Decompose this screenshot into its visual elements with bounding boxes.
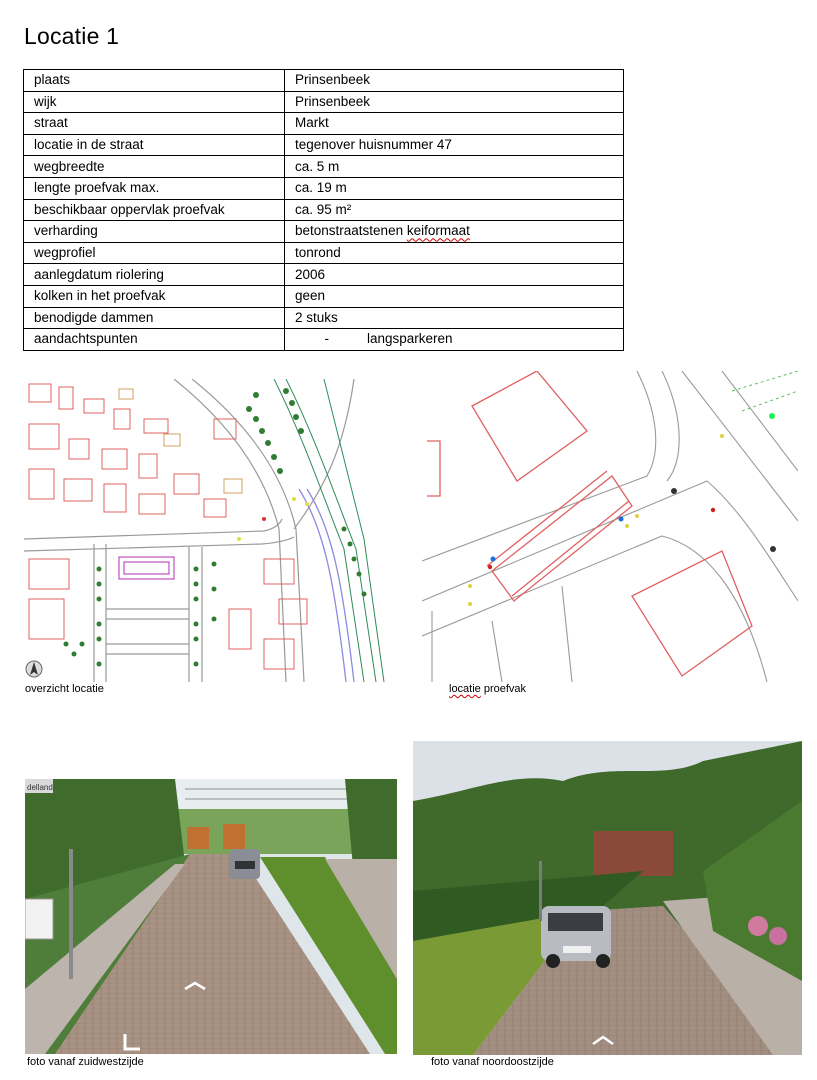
overview-map-drawing [24, 379, 394, 682]
caption-detail-word: locatie [449, 683, 481, 695]
caption-detail [449, 683, 526, 695]
row-value: Prinsenbeek [285, 70, 624, 92]
detail-map-drawing [422, 371, 798, 682]
row-value: 2006 [285, 264, 624, 286]
row-value [285, 221, 624, 243]
table-row [24, 70, 624, 92]
row-value-part: langsparkeren [367, 331, 453, 347]
table-row [24, 307, 624, 329]
caption-detail-rest: proefvak [480, 683, 527, 695]
photo-southwest-image [25, 779, 397, 1054]
photo-northeast [413, 741, 802, 1055]
table-row [24, 242, 624, 264]
row-key: lengte proefvak max. [24, 177, 285, 199]
row-key: beschikbaar oppervlak proefvak [24, 199, 285, 221]
row-key: locatie in de straat [24, 134, 285, 156]
table-row [24, 134, 624, 156]
row-key: wegprofiel [24, 242, 285, 264]
spellcheck-word: keiformaat [406, 223, 470, 239]
photo-southwest [25, 779, 397, 1054]
caption-overview: overzicht locatie [25, 683, 104, 695]
row-key: kolken in het proefvak [24, 285, 285, 307]
table-row [24, 329, 624, 351]
table-row [24, 264, 624, 286]
row-key: benodigde dammen [24, 307, 285, 329]
row-key: verharding [24, 221, 285, 243]
row-value: Prinsenbeek [285, 91, 624, 113]
caption-photo-northeast: foto vanaf noordoostzijde [431, 1056, 554, 1068]
row-value: ca. 5 m [285, 156, 624, 178]
bullet-dash: - [324, 331, 329, 347]
row-value: ca. 95 m² [285, 199, 624, 221]
table-row [24, 221, 624, 243]
detail-map [422, 371, 798, 682]
table-row [24, 156, 624, 178]
row-key: aandachtspunten [24, 329, 285, 351]
row-key: straat [24, 113, 285, 135]
caption-photo-southwest: foto vanaf zuidwestzijde [27, 1056, 144, 1068]
page-title: Locatie 1 [24, 23, 120, 50]
row-key: wegbreedte [24, 156, 285, 178]
photo-northeast-image [413, 741, 802, 1055]
table-row [24, 199, 624, 221]
row-key: plaats [24, 70, 285, 92]
row-value [285, 329, 624, 351]
row-value-part: betonstraatstenen [295, 223, 407, 239]
row-key: aanlegdatum riolering [24, 264, 285, 286]
row-value: ca. 19 m [285, 177, 624, 199]
row-key: wijk [24, 91, 285, 113]
table-row [24, 113, 624, 135]
row-value: tegenover huisnummer 47 [285, 134, 624, 156]
table-row [24, 177, 624, 199]
table-row [24, 91, 624, 113]
row-value: 2 stuks [285, 307, 624, 329]
row-value: Markt [285, 113, 624, 135]
street-sign: delland [27, 783, 53, 792]
row-value: tonrond [285, 242, 624, 264]
location-info-table [23, 69, 624, 351]
table-row [24, 285, 624, 307]
overview-map [24, 379, 394, 682]
row-value: geen [285, 285, 624, 307]
